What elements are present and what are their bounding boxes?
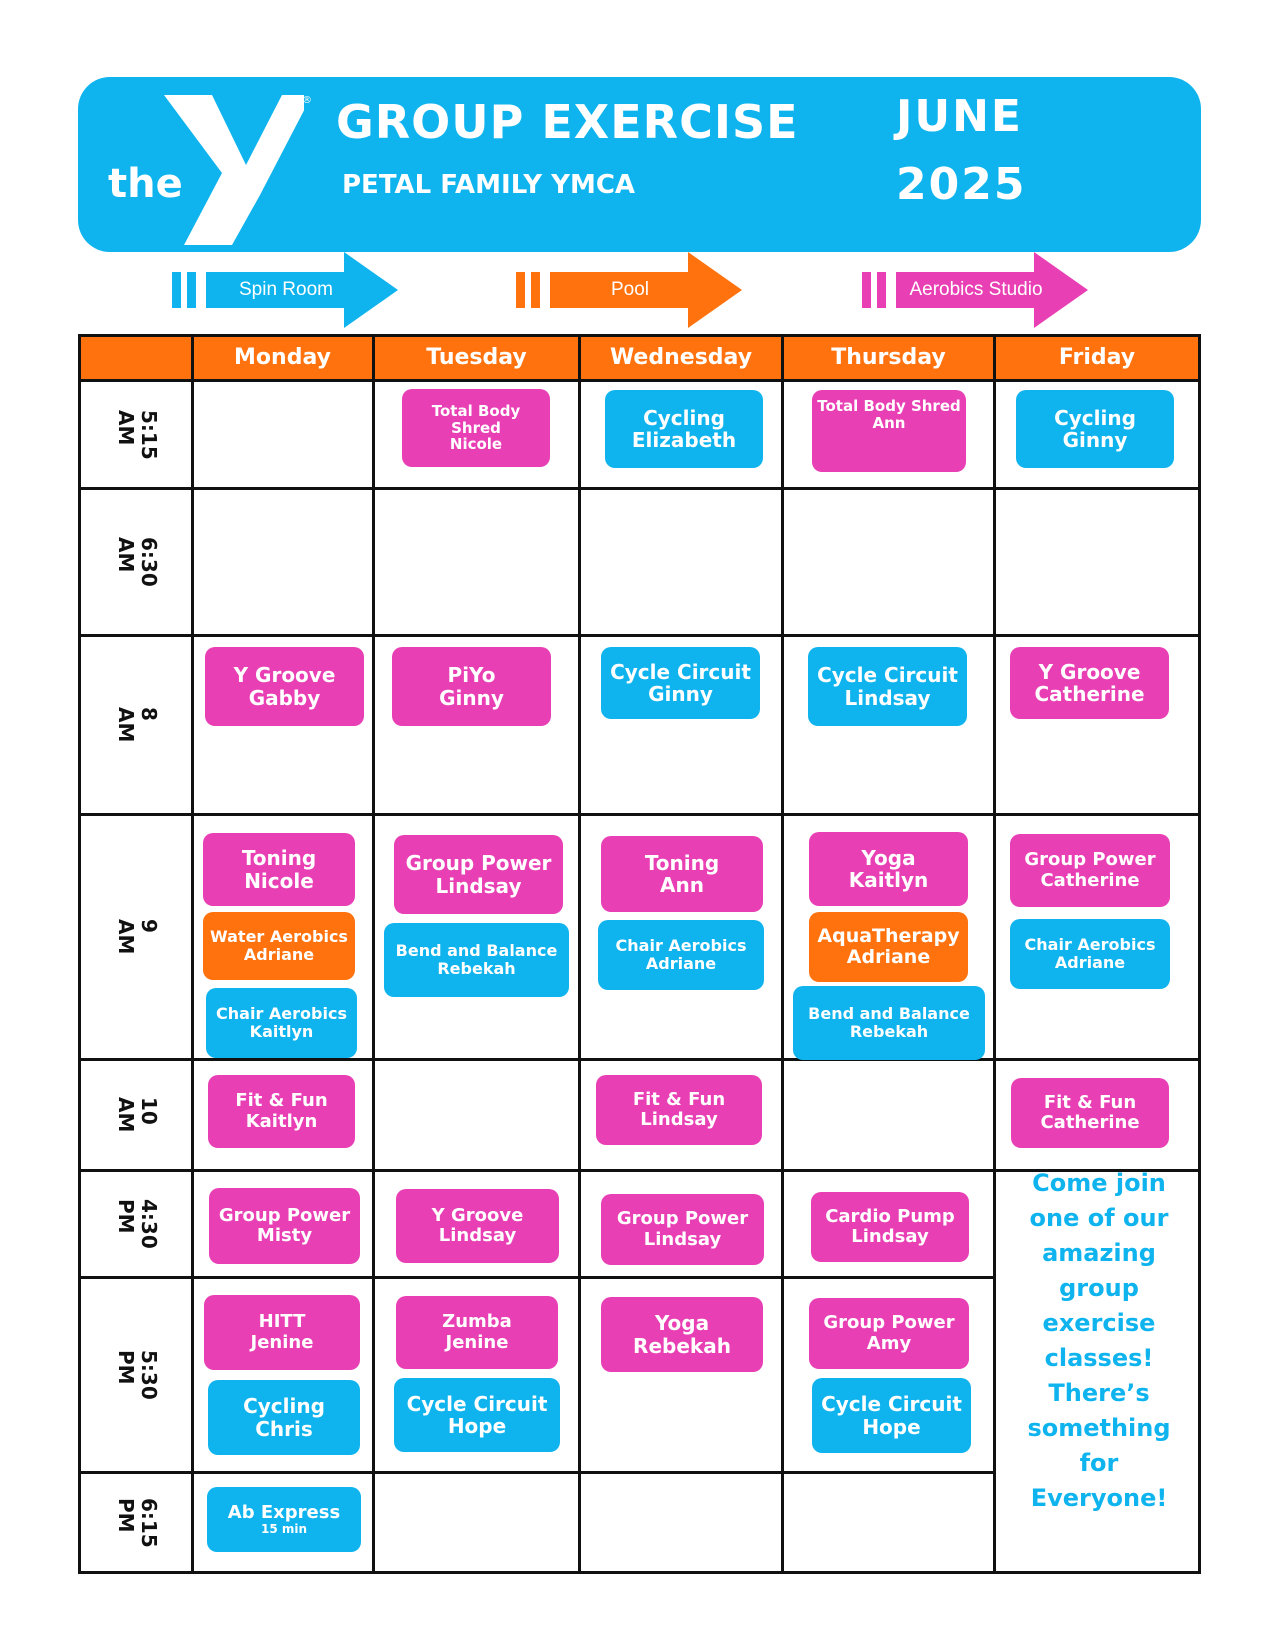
day-header-friday: Friday — [1058, 345, 1136, 370]
grid-divider — [81, 1471, 996, 1474]
class-tile[interactable]: Yoga Kaitlyn — [809, 832, 968, 906]
legend-pool — [516, 250, 756, 330]
class-tile[interactable]: Cycling Elizabeth — [605, 390, 763, 468]
class-tile[interactable]: Bend and Balance Rebekah — [384, 923, 569, 997]
grid-divider — [993, 337, 996, 1571]
grid-divider — [81, 634, 1198, 637]
class-tile[interactable]: Cycle Circuit Hope — [394, 1378, 560, 1452]
class-tile[interactable]: Total Body Shred Nicole — [402, 389, 550, 467]
page-title: GROUP EXERCISE — [336, 95, 799, 149]
class-tile[interactable]: Yoga Rebekah — [601, 1297, 763, 1372]
grid-divider — [781, 337, 784, 1571]
legend-aerobics-studio — [862, 250, 1102, 330]
class-tile[interactable]: Group Power Amy — [809, 1298, 969, 1369]
grid-divider — [372, 337, 375, 1571]
class-tile[interactable]: Toning Nicole — [203, 833, 355, 906]
class-tile[interactable]: Group Power Lindsay — [394, 835, 563, 914]
class-tile[interactable]: Y Groove Gabby — [205, 647, 364, 726]
ymca-logo — [108, 95, 312, 245]
time-label: 6:15 PM — [114, 1497, 161, 1548]
class-tile[interactable]: Cycle Circuit Lindsay — [808, 647, 967, 726]
legend-label: Pool — [610, 279, 650, 300]
class-tile[interactable]: Fit & Fun Catherine — [1011, 1078, 1169, 1148]
time-label: 5:15 AM — [114, 409, 161, 460]
ymca-y-logo-icon — [164, 95, 304, 245]
class-tile[interactable]: Chair Aerobics Kaitlyn — [206, 988, 357, 1058]
day-header-wednesday: Wednesday — [609, 345, 753, 370]
day-header-thursday: Thursday — [831, 345, 946, 370]
time-label: 4:30 PM — [114, 1199, 161, 1249]
grid-divider — [81, 1058, 1198, 1061]
time-label: 6:30 AM — [114, 537, 161, 587]
page-subtitle: PETAL FAMILY YMCA — [342, 170, 636, 200]
registered-mark: ® — [302, 95, 312, 106]
class-tile[interactable]: Ab Express 15 min — [207, 1487, 361, 1552]
time-label: 10 AM — [114, 1097, 161, 1133]
day-header-row — [81, 337, 1198, 382]
class-tile[interactable]: AquaTherapy Adriane — [809, 912, 968, 982]
legend-label: Aerobics Studio — [909, 279, 1043, 300]
class-tile[interactable]: Group Power Lindsay — [601, 1194, 764, 1265]
class-tile[interactable]: Group Power Misty — [209, 1188, 360, 1264]
class-tile[interactable]: Y Groove Catherine — [1010, 647, 1169, 719]
time-label: 9 AM — [114, 919, 161, 955]
class-tile[interactable]: Cycle Circuit Ginny — [601, 647, 760, 719]
class-tile[interactable]: Fit & Fun Kaitlyn — [208, 1075, 355, 1148]
grid-divider — [81, 813, 1198, 816]
class-tile[interactable]: Group Power Catherine — [1010, 834, 1170, 907]
class-tile[interactable]: HITT Jenine — [204, 1295, 360, 1370]
legend-label: Spin Room — [239, 279, 333, 300]
class-tile[interactable]: Y Groove Lindsay — [396, 1189, 559, 1263]
grid-divider — [81, 1276, 996, 1279]
day-header-monday: Monday — [234, 345, 331, 370]
schedule-year: 2025 — [896, 159, 1027, 210]
class-tile[interactable]: Cycle Circuit Hope — [812, 1378, 971, 1453]
class-tile[interactable]: Toning Ann — [601, 836, 763, 912]
class-tile[interactable]: Cardio Pump Lindsay — [811, 1192, 969, 1262]
schedule-month: JUNE — [896, 91, 1023, 142]
class-tile[interactable]: Bend and Balance Rebekah — [793, 986, 985, 1060]
class-tile[interactable]: Chair Aerobics Adriane — [598, 920, 764, 990]
header-banner — [78, 77, 1201, 252]
time-label: 8 AM — [114, 707, 161, 743]
legend-spin-room — [172, 250, 412, 330]
class-tile[interactable]: Water Aerobics Adriane — [203, 912, 355, 980]
class-tile[interactable]: PiYo Ginny — [392, 647, 551, 726]
class-tile[interactable]: Fit & Fun Lindsay — [596, 1075, 762, 1145]
logo-text: the — [108, 161, 183, 207]
grid-divider — [81, 487, 1198, 490]
class-tile[interactable]: Chair Aerobics Adriane — [1010, 919, 1170, 989]
class-tile[interactable]: Cycling Ginny — [1016, 390, 1174, 468]
class-tile[interactable]: Total Body Shred Ann — [812, 390, 966, 472]
class-tile[interactable]: Zumba Jenine — [396, 1296, 558, 1369]
promo-text: Come join one of our amazing group exercise classes! There’s something for Everyone! — [1027, 1169, 1171, 1512]
day-header-tuesday: Tuesday — [426, 345, 527, 370]
time-label: 5:30 PM — [114, 1350, 161, 1400]
class-tile[interactable]: Cycling Chris — [208, 1380, 360, 1455]
grid-divider — [578, 337, 581, 1571]
